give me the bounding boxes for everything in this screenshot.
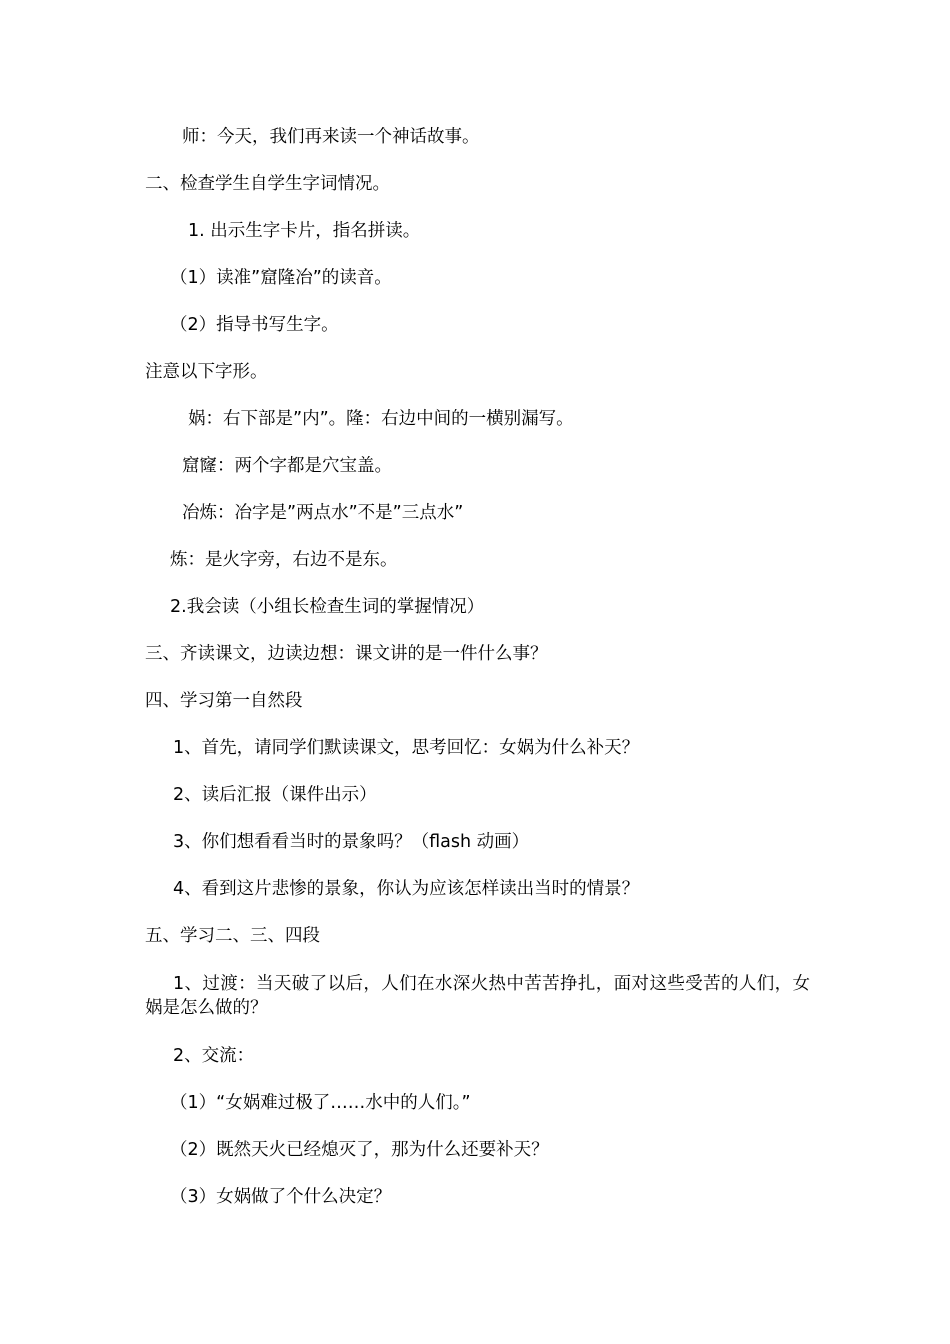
text-line: 冶炼：冶字是”两点水”不是”三点水” xyxy=(182,503,464,523)
text-line: 注意以下字形。 xyxy=(145,362,268,382)
text-line: 师：今天，我们再来读一个神话故事。 xyxy=(182,127,480,147)
text-line: （3）女娲做了个什么决定？ xyxy=(170,1187,392,1207)
text-line: 窟窿：两个字都是穴宝盖。 xyxy=(182,456,392,476)
text-line: （1）“女娲难过极了……水中的人们。” xyxy=(170,1093,471,1113)
text-line: 2、读后汇报（课件出示） xyxy=(173,785,377,805)
section-heading: 四、学习第一自然段 xyxy=(145,691,303,711)
text-line: 1. 出示生字卡片，指名拼读。 xyxy=(188,221,421,241)
section-heading: 三、齐读课文，边读边想：课文讲的是一件什么事？ xyxy=(145,644,548,664)
text-line: 3、你们想看看当时的景象吗？（flash 动画） xyxy=(173,832,530,852)
text-line: 2.我会读（小组长检查生词的掌握情况） xyxy=(170,597,485,617)
text-line: 1、首先，请同学们默读课文，思考回忆：女娲为什么补天？ xyxy=(173,738,640,758)
text-line: 炼：是火字旁，右边不是东。 xyxy=(170,550,398,570)
text-line: （2）指导书写生字。 xyxy=(170,315,339,335)
text-line: （1）读准”窟隆冶”的读音。 xyxy=(170,268,392,288)
text-line: 2、交流： xyxy=(173,1046,255,1066)
section-heading: 五、学习二、三、四段 xyxy=(145,926,320,946)
text-line: （2）既然天火已经熄灭了，那为什么还要补天？ xyxy=(170,1140,549,1160)
paragraph: 1、过渡：当天破了以后，人们在水深火热中苦苦挣扎，面对这些受苦的人们，女娲是怎么做的？ xyxy=(145,974,810,1018)
section-heading: 二、检查学生自学生字词情况。 xyxy=(145,174,390,194)
text-line: 娲：右下部是”内”。隆：右边中间的一横别漏写。 xyxy=(188,409,574,429)
text-line: 4、看到这片悲惨的景象，你认为应该怎样读出当时的情景？ xyxy=(173,879,640,899)
